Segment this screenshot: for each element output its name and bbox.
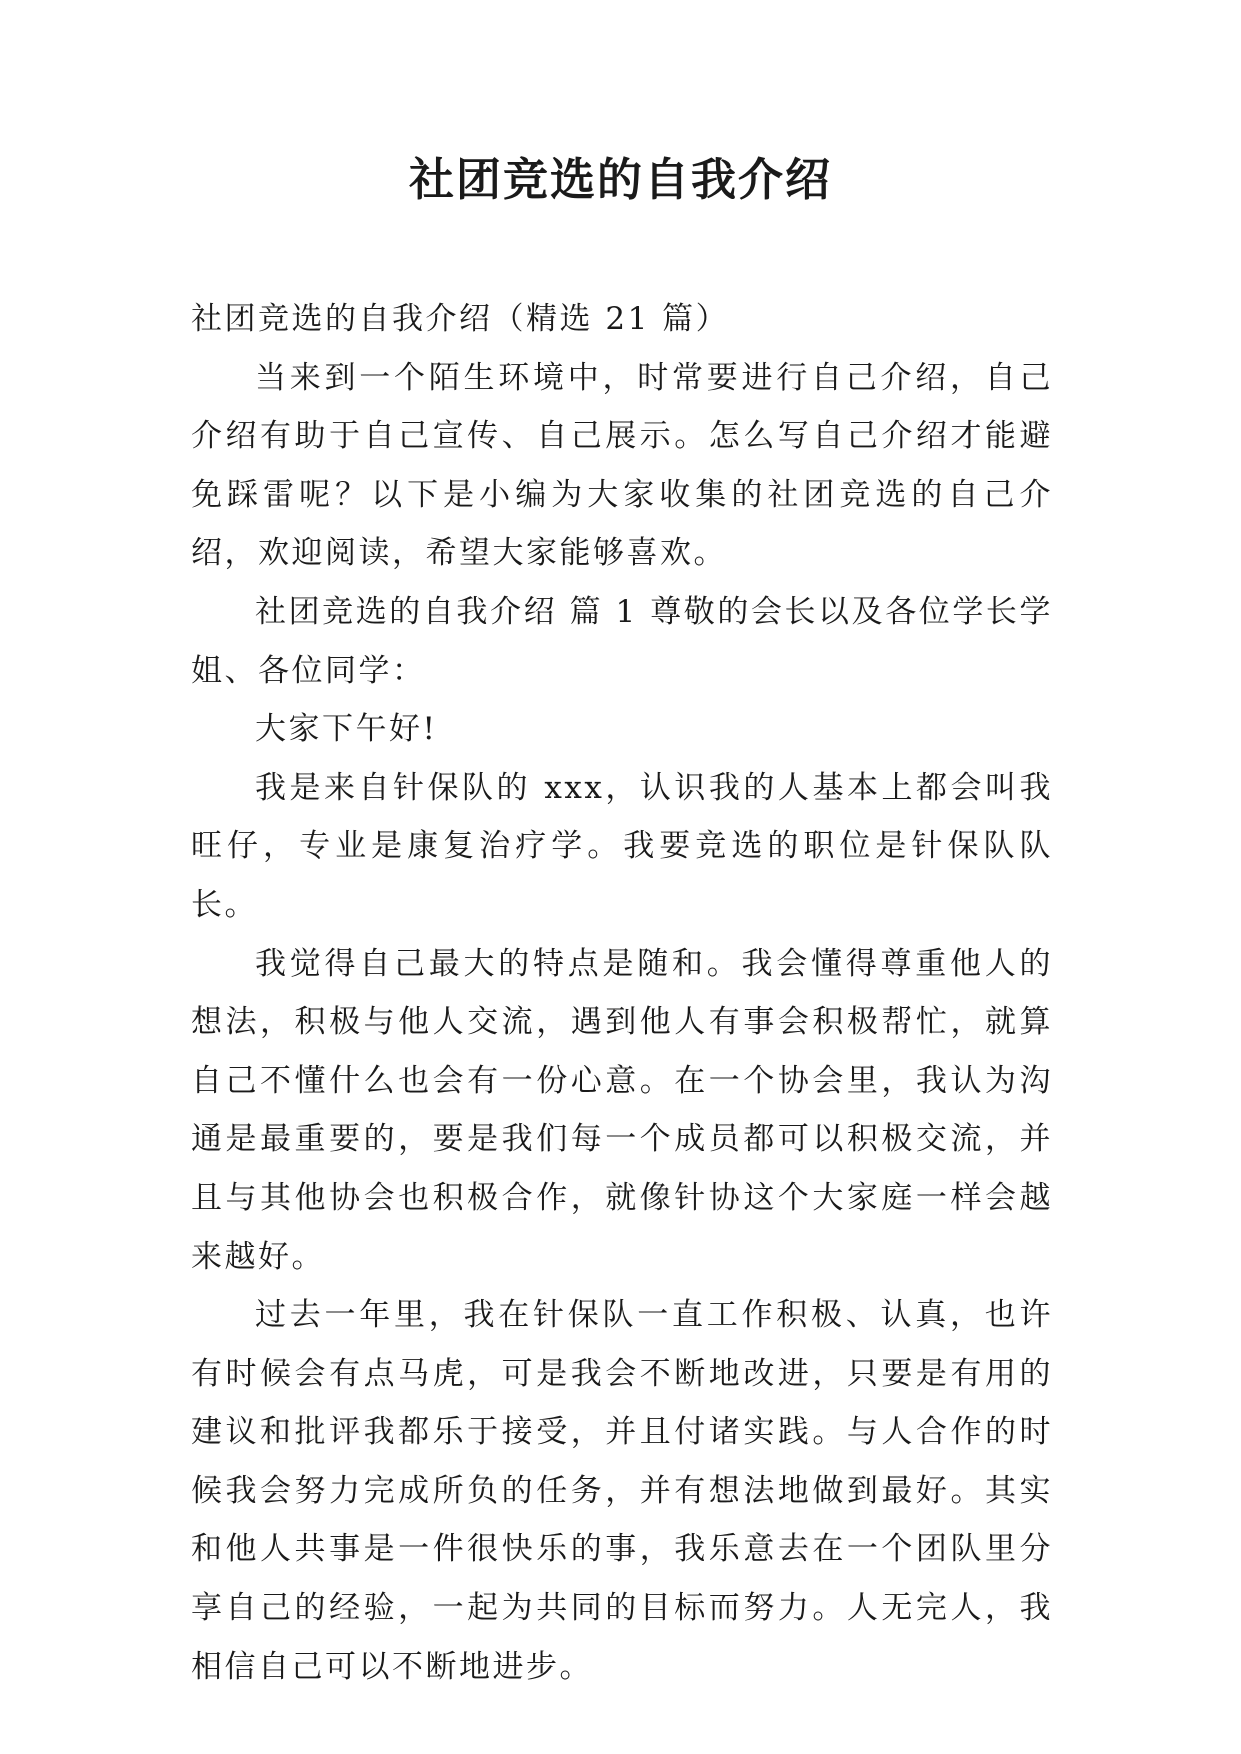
section-heading-paragraph: 社团竞选的自我介绍 篇 1 尊敬的会长以及各位学长学姐、各位同学： xyxy=(191,593,1053,689)
greeting-paragraph: 大家下午好! xyxy=(255,711,438,748)
self-intro-paragraph: 我是来自针保队的 xxx，认识我的人基本上都会叫我旺仔，专业是康复治疗学。我要竞选的职位是针保队队长。 xyxy=(191,769,1053,923)
intro-paragraph: 当来到一个陌生环境中，时常要进行自己介绍，自己介绍有助于自己宣传、自己展示。怎么写自己介绍才能避免踩雷呢？以下是小编为大家收集的社团竞选的自己介绍，欢迎阅读，希望大家能够喜欢。 xyxy=(191,359,1053,572)
document-title: 社团竞选的自我介绍 xyxy=(408,153,832,206)
subtitle-paragraph: 社团竞选的自我介绍（精选 21 篇） xyxy=(191,301,730,337)
document-body xyxy=(191,290,1053,1696)
traits-paragraph: 我觉得自己最大的特点是随和。我会懂得尊重他人的想法，积极与他人交流，遇到他人有事会积极帮忙，就算自己不懂什么也会有一份心意。在一个协会里，我认为沟通是最重要的，要是我们每一个成员都可以积极交流，并且与其他协会也积极合作，就像针协这个大家庭一样会越来越好。 xyxy=(191,945,1053,1275)
experience-paragraph: 过去一年里，我在针保队一直工作积极、认真，也许有时候会有点马虎，可是我会不断地改进，只要是有用的建议和批评我都乐于接受，并且付诸实践。与人合作的时候我会努力完成所负的任务，并有想法地做到最好。其实和他人共事是一件很快乐的事，我乐意去在一个团队里分享自己的经验，一起为共同的目标而努力。人无完人，我相信自己可以不断地进步。 xyxy=(191,1297,1053,1685)
